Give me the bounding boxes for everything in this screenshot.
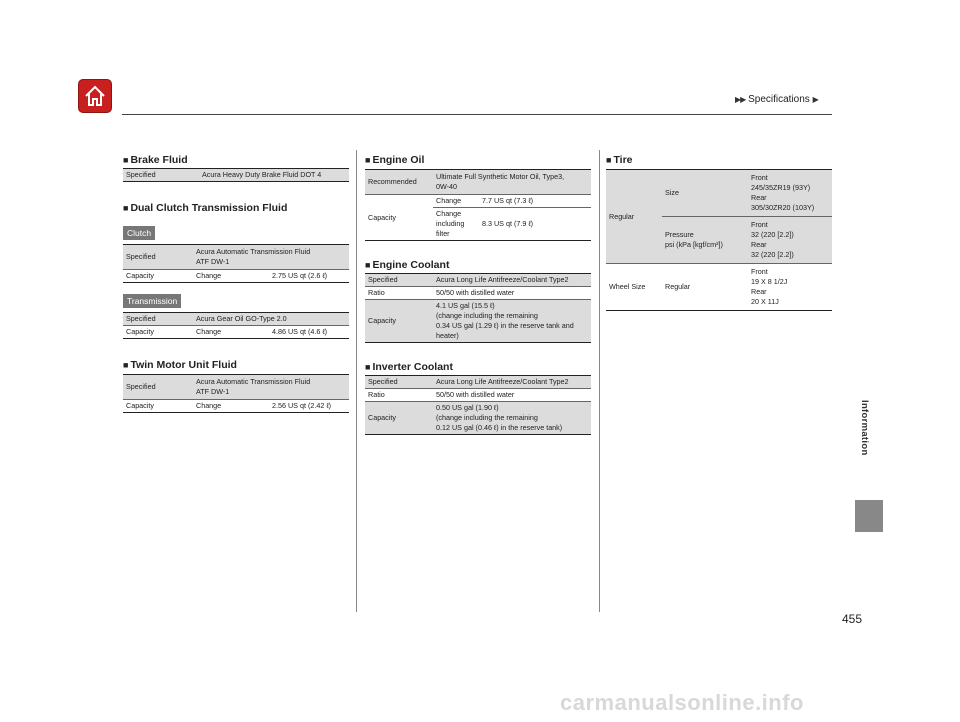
brake-specified-value: Acura Heavy Duty Brake Fluid DOT 4	[199, 169, 349, 182]
side-tab[interactable]	[855, 500, 883, 532]
tire-pressure-label: Pressure psi (kPa [kgf/cm²])	[662, 217, 748, 264]
transmission-tag: Transmission	[123, 294, 181, 308]
breadcrumb[interactable]	[735, 94, 818, 105]
twin-motor-table	[123, 374, 349, 413]
column-2	[365, 154, 591, 435]
breadcrumb-arrows-icon: ▶▶	[735, 95, 746, 104]
coolant-ratio-label: Ratio	[368, 288, 385, 297]
home-button[interactable]	[78, 79, 112, 113]
clutch-table	[123, 244, 349, 283]
page-number: 455	[842, 612, 863, 626]
inverter-coolant-table	[365, 375, 591, 435]
oil-change-filter-value: 8.3 US qt (7.9 ℓ)	[482, 219, 534, 228]
oil-recommended-value: Ultimate Full Synthetic Motor Oil, Type3, 0W-40	[433, 170, 591, 195]
clutch-capacity-label: Capacity	[126, 271, 154, 280]
wheel-size-label: Wheel Size	[609, 282, 646, 291]
transmission-capacity-value: 4.86 US qt (4.6 ℓ)	[272, 327, 328, 336]
inverter-ratio-value: 50/50 with distilled water	[436, 390, 515, 399]
column-1	[123, 154, 349, 413]
brake-specified-label: Specified	[123, 169, 199, 182]
side-section-label: Information	[859, 400, 870, 456]
twin-specified-label: Specified	[123, 375, 193, 400]
column-divider-2	[599, 150, 600, 612]
section-title-twin-motor: ■ Twin Motor Unit Fluid	[123, 359, 237, 371]
brake-fluid-table	[123, 168, 349, 182]
section-title-dct-fluid: ■ Dual Clutch Transmission Fluid	[123, 202, 288, 214]
inverter-specified-label: Specified	[365, 376, 433, 389]
twin-capacity-value: 2.56 US qt (2.42 ℓ)	[272, 401, 332, 410]
oil-capacity-label: Capacity	[368, 212, 396, 222]
tire-table	[606, 169, 832, 311]
engine-coolant-table	[365, 273, 591, 343]
oil-recommended-label: Recommended	[365, 170, 433, 195]
oil-change-filter-label: Change including filter	[436, 209, 465, 238]
inverter-ratio-label: Ratio	[368, 390, 385, 399]
coolant-capacity-value: 4.1 US gal (15.5 ℓ) (change including the remaining 0.34 US gal (1.29 ℓ) in the reserve tank and heater)	[433, 300, 591, 343]
section-title-tire: ■ Tire	[606, 154, 633, 166]
tire-size-label: Size	[662, 170, 748, 217]
coolant-capacity-label: Capacity	[365, 300, 433, 343]
coolant-ratio-value: 50/50 with distilled water	[436, 288, 515, 297]
twin-change-label: Change	[196, 401, 222, 410]
clutch-capacity-value: 2.75 US qt (2.6 ℓ)	[272, 271, 328, 280]
tire-regular-label: Regular	[606, 170, 662, 264]
breadcrumb-label: Specifications	[748, 94, 810, 105]
oil-change-label: Change	[436, 196, 462, 205]
oil-change-value: 7.7 US qt (7.3 ℓ)	[482, 196, 534, 205]
column-3	[606, 154, 832, 311]
clutch-change-label: Change	[196, 271, 222, 280]
breadcrumb-arrow-icon: ▶	[812, 95, 818, 104]
transmission-specified-label: Specified	[123, 313, 193, 326]
coolant-specified-label: Specified	[365, 274, 433, 287]
wheel-size-value: Front 19 X 8 1/2J Rear 20 X 11J	[751, 267, 788, 306]
wheel-regular-label: Regular	[665, 282, 691, 291]
section-title-engine-coolant: ■ Engine Coolant	[365, 259, 450, 271]
section-title-engine-oil: ■ Engine Oil	[365, 154, 425, 166]
transmission-specified-value: Acura Gear Oil GO-Type 2.0	[193, 313, 349, 326]
transmission-change-label: Change	[196, 327, 222, 336]
section-title-brake-fluid: ■ Brake Fluid	[123, 154, 188, 166]
clutch-specified-label: Specified	[123, 245, 193, 270]
inverter-capacity-label: Capacity	[365, 402, 433, 435]
watermark: carmanualsonline.info	[560, 690, 804, 715]
clutch-specified-value: Acura Automatic Transmission Fluid ATF DW-1	[193, 245, 349, 270]
tire-size-value: Front 245/35ZR19 (93Y) Rear 305/30ZR20 (103Y)	[748, 170, 832, 217]
header-rule	[122, 114, 832, 115]
transmission-table	[123, 312, 349, 339]
section-title-inverter-coolant: ■ Inverter Coolant	[365, 361, 453, 373]
inverter-specified-value: Acura Long Life Antifreeze/Coolant Type2	[433, 376, 591, 389]
twin-capacity-label: Capacity	[126, 401, 154, 410]
inverter-capacity-value: 0.50 US gal (1.90 ℓ) (change including the remaining 0.12 US gal (0.46 ℓ) in the reserve tank)	[433, 402, 591, 435]
coolant-specified-value: Acura Long Life Antifreeze/Coolant Type2	[433, 274, 591, 287]
tire-pressure-value: Front 32 (220 [2.2]) Rear 32 (220 [2.2])	[748, 217, 832, 264]
column-divider-1	[356, 150, 357, 612]
engine-oil-table	[365, 169, 591, 241]
home-icon	[83, 84, 107, 108]
twin-specified-value: Acura Automatic Transmission Fluid ATF DW-1	[193, 375, 349, 400]
transmission-capacity-label: Capacity	[126, 327, 154, 336]
clutch-tag: Clutch	[123, 226, 155, 240]
